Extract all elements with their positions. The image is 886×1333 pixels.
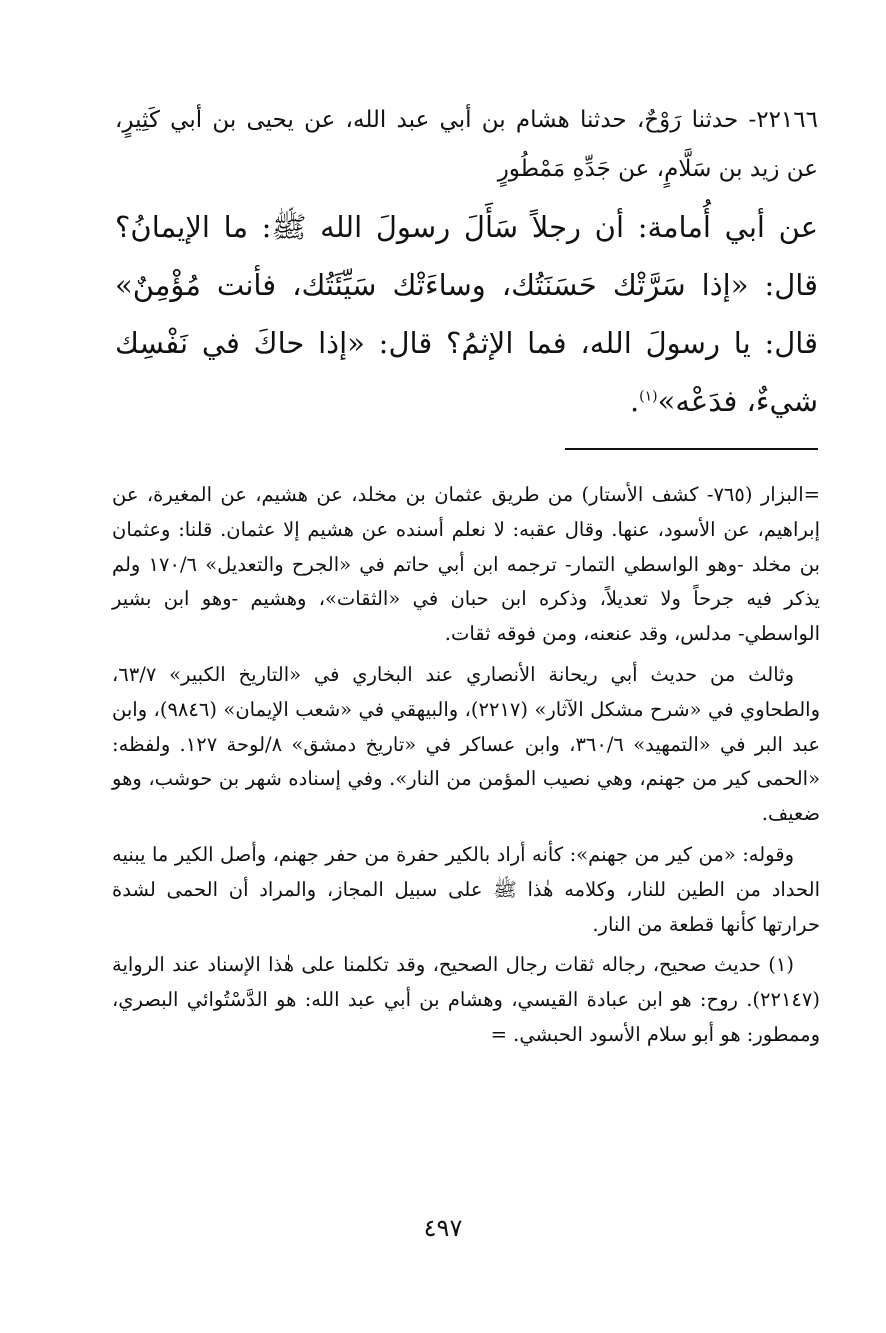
footnote-separator <box>565 448 818 450</box>
footnote-reference[interactable]: (١) <box>639 388 658 405</box>
hadith-matn <box>115 198 818 430</box>
footnote-1: (١) حديث صحيح، رجاله ثقات رجال الصحيح، وقد تكلمنا على هٰذا الإسناد عند الرواية (٢٢١٤٧). روح: هو ابن عبادة القيسي، وهشام بن أبي عبد الله: هو الدَّسْتُوائي البصري، وممطور: هو أبو سلام الأسود الحبشي. = <box>112 953 820 1046</box>
hadith-matn-end: . <box>629 384 640 418</box>
page-number: ٤٩٧ <box>423 1214 463 1242</box>
footnote-paragraph: وثالث من حديث أبي ريحانة الأنصاري عند البخاري في «التاريخ الكبير» ٦٣/٧، والطحاوي في «شرح مشكل الآثار» (٢٢١٧)، والبيهقي في «شعب الإيمان» (٩٨٤٦)، وابن عبد البر في «التمهيد» ٣٦٠/٦، وابن عساكر في «تاريخ دمشق» ٨/لوحة ١٢٧. ولفظه: «الحمى كير من جهنم، وهي نصيب المؤمن من النار». وفي إسناده شهر بن حوشب، وهو ضعيف. <box>112 662 820 826</box>
hadith-isnad: ٢٢١٦٦- حدثنا رَوْحٌ، حدثنا هشام بن أبي عبد الله، عن يحيى بن أبي كَثِيرٍ، عن زيد بن سَلَّامٍ، عن جَدِّهِ مَمْطُورٍ <box>115 107 818 182</box>
footnotes-section <box>112 478 820 1059</box>
footnote-paragraph: وقوله: «من كير من جهنم»: كأنه أراد بالكير حفرة من حفر جهنم، وأصل الكير ما يبنيه الحداد من الطين للنار، وكلامه هٰذا ﷺ على سبيل المجاز، والمراد أن الحمى لشدة حرارتها كأنها قطعة من النار. <box>112 842 820 936</box>
hadith-matn-text: عن أبي أُمامة: أن رجلاً سَأَلَ رسولَ الله ﷺ: ما الإيمانُ؟ قال: «إذا سَرَّتْك حَسَنَتُك، وساءَتْك سَيِّئَتُك، فأنت مُؤْمِنٌ» قال: يا رسولَ الله، فما الإثمُ؟ قال: «إذا حاكَ في نَفْسِك شيءٌ، فدَعْه» <box>115 210 818 418</box>
footnote-continuation: =البزار (٧٦٥- كشف الأستار) من طريق عثمان بن مخلد، عن هشيم، عن المغيرة، عن إبراهيم، عن الأسود، عنها. وقال عقبه: لا نعلم أسنده عن هشيم إلا عثمان. قلنا: وعثمان بن مخلد -وهو الواسطي التمار- ترجمه ابن أبي حاتم في «الجرح والتعديل» ١٧٠/٦ ولم يذكر فيه جرحاً ولا تعديلاً، وذكره ابن حبان في «الثقات»، وهشيم -وهو ابن بشير الواسطي- مدلس، وقد عنعنه، ومن فوقه ثقات. <box>112 483 820 646</box>
